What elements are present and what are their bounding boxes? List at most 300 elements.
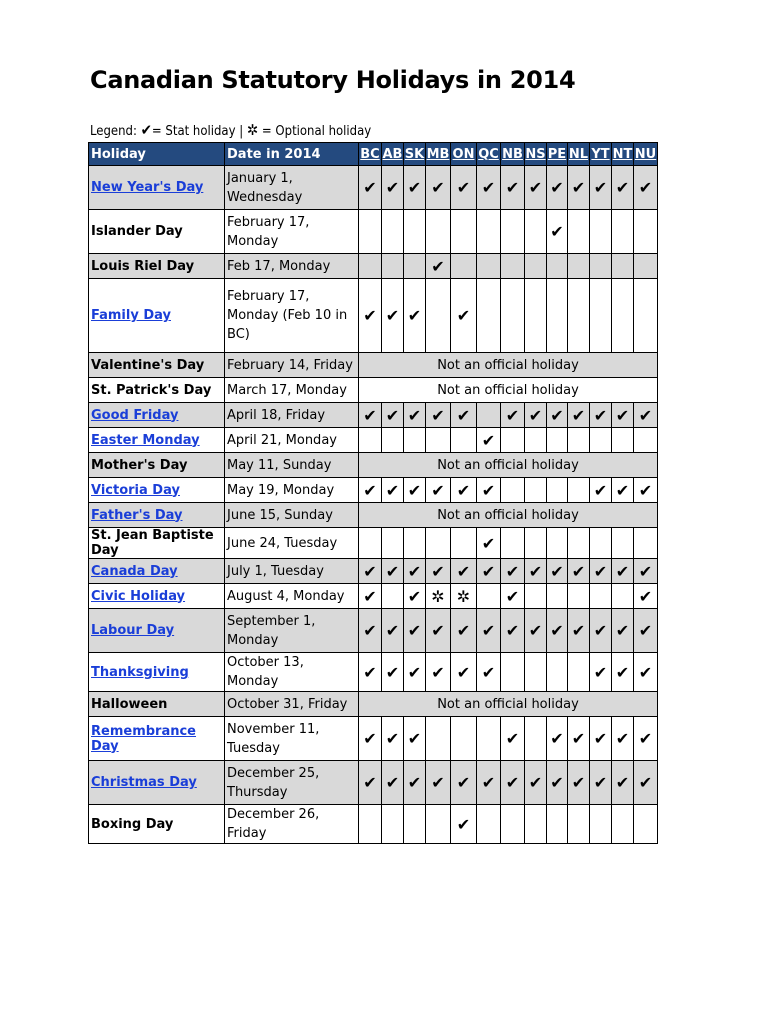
checkmark-icon: ✔ — [359, 653, 382, 692]
empty-cell-qc — [477, 403, 501, 428]
asterisk-icon: ✲ — [451, 584, 477, 609]
province-header-nu[interactable] — [634, 143, 658, 166]
empty-cell-pe — [547, 584, 568, 609]
holiday-name-cell — [89, 761, 225, 805]
province-header-pe[interactable] — [547, 143, 568, 166]
table-row — [89, 254, 658, 279]
empty-cell-bc — [359, 805, 382, 844]
empty-cell-nb — [501, 428, 525, 453]
empty-cell-nb — [501, 478, 525, 503]
empty-cell-yt — [590, 279, 612, 353]
table-row — [89, 653, 658, 692]
empty-cell-qc — [477, 210, 501, 254]
checkmark-icon: ✔ — [382, 478, 404, 503]
checkmark-icon: ✔ — [404, 478, 426, 503]
checkmark-icon: ✔ — [477, 653, 501, 692]
holiday-table — [88, 142, 658, 844]
empty-cell-mb — [426, 528, 451, 559]
empty-cell-pe — [547, 428, 568, 453]
holiday-date-cell: April 21, Monday — [225, 428, 359, 453]
empty-cell-nu — [634, 210, 658, 254]
holiday-link[interactable]: Victoria Day — [91, 482, 180, 498]
empty-cell-ns — [525, 478, 547, 503]
empty-cell-ab — [382, 210, 404, 254]
checkmark-icon: ✔ — [501, 584, 525, 609]
province-link[interactable]: NB — [502, 146, 523, 162]
empty-cell-sk — [404, 428, 426, 453]
holiday-name: Islander Day — [91, 224, 183, 239]
empty-cell-nl — [568, 279, 590, 353]
holiday-link[interactable]: Family Day — [91, 308, 171, 323]
province-link[interactable]: MB — [426, 146, 450, 162]
empty-cell-ab — [382, 428, 404, 453]
empty-cell-qc — [477, 584, 501, 609]
table-row — [89, 609, 658, 653]
empty-cell-on — [451, 528, 477, 559]
holiday-link[interactable]: Good Friday — [91, 407, 179, 423]
table-row — [89, 478, 658, 503]
checkmark-icon: ✔ — [451, 403, 477, 428]
empty-cell-sk — [404, 528, 426, 559]
holiday-name-cell — [89, 609, 225, 653]
province-link[interactable]: NS — [525, 146, 546, 162]
checkmark-icon: ✔ — [590, 609, 612, 653]
holiday-date-cell: May 11, Sunday — [225, 453, 359, 478]
holiday-date-cell: February 14, Friday — [225, 353, 359, 378]
checkmark-icon: ✔ — [382, 279, 404, 353]
checkmark-icon: ✔ — [404, 609, 426, 653]
checkmark-icon: ✔ — [426, 166, 451, 210]
table-row — [89, 378, 658, 403]
checkmark-icon: ✔ — [477, 559, 501, 584]
empty-cell-bc — [359, 428, 382, 453]
checkmark-icon: ✔ — [634, 653, 658, 692]
holiday-date-cell: December 26, Friday — [225, 805, 359, 844]
holiday-date-cell: August 4, Monday — [225, 584, 359, 609]
checkmark-icon: ✔ — [634, 761, 658, 805]
checkmark-icon: ✔ — [426, 609, 451, 653]
empty-cell-nl — [568, 428, 590, 453]
checkmark-icon: ✔ — [547, 717, 568, 761]
empty-cell-nu — [634, 528, 658, 559]
checkmark-icon: ✔ — [426, 653, 451, 692]
empty-cell-qc — [477, 805, 501, 844]
holiday-name-cell — [89, 692, 225, 717]
empty-cell-nt — [612, 428, 634, 453]
holiday-date-cell: February 17, Monday — [225, 210, 359, 254]
empty-cell-mb — [426, 805, 451, 844]
checkmark-icon: ✔ — [451, 478, 477, 503]
empty-cell-pe — [547, 478, 568, 503]
empty-cell-nl — [568, 528, 590, 559]
checkmark-icon: ✔ — [634, 166, 658, 210]
checkmark-icon: ✔ — [590, 478, 612, 503]
province-link[interactable]: YT — [591, 146, 610, 162]
checkmark-icon: ✔ — [590, 403, 612, 428]
checkmark-icon: ✔ — [426, 403, 451, 428]
checkmark-icon: ✔ — [404, 559, 426, 584]
empty-cell-on — [451, 254, 477, 279]
not-official-cell: Not an official holiday — [359, 503, 658, 528]
empty-cell-sk — [404, 805, 426, 844]
empty-cell-ns — [525, 717, 547, 761]
province-header-mb[interactable] — [426, 143, 451, 166]
empty-cell-nt — [612, 805, 634, 844]
checkmark-icon: ✔ — [501, 559, 525, 584]
holiday-date-cell: Feb 17, Monday — [225, 254, 359, 279]
checkmark-icon: ✔ — [359, 609, 382, 653]
holiday-name-cell — [89, 166, 225, 210]
checkmark-icon: ✔ — [612, 609, 634, 653]
table-row — [89, 428, 658, 453]
empty-cell-ns — [525, 528, 547, 559]
checkmark-icon: ✔ — [451, 761, 477, 805]
checkmark-icon: ✔ — [568, 166, 590, 210]
table-row — [89, 503, 658, 528]
asterisk-icon: ✲ — [426, 584, 451, 609]
holiday-name: Louis Riel Day — [91, 258, 195, 274]
table-row — [89, 453, 658, 478]
province-header-nl[interactable] — [568, 143, 590, 166]
holiday-name-cell — [89, 653, 225, 692]
empty-cell-nb — [501, 805, 525, 844]
table-row — [89, 210, 658, 254]
checkmark-icon: ✔ — [451, 559, 477, 584]
empty-cell-nl — [568, 584, 590, 609]
empty-cell-nt — [612, 279, 634, 353]
checkmark-icon: ✔ — [501, 609, 525, 653]
empty-cell-on — [451, 717, 477, 761]
checkmark-icon: ✔ — [568, 403, 590, 428]
holiday-name-cell — [89, 428, 225, 453]
holiday-name: Boxing Day — [91, 816, 174, 832]
empty-cell-nl — [568, 254, 590, 279]
province-link[interactable]: QC — [478, 146, 499, 162]
checkmark-icon: ✔ — [568, 761, 590, 805]
holiday-name-cell — [89, 528, 225, 559]
holiday-date-cell: May 19, Monday — [225, 478, 359, 503]
holiday-name-cell — [89, 503, 225, 528]
empty-cell-yt — [590, 528, 612, 559]
asterisk-icon: ✲ — [246, 121, 259, 139]
checkmark-icon: ✔ — [501, 403, 525, 428]
checkmark-icon: ✔ — [404, 761, 426, 805]
province-link[interactable]: SK — [404, 146, 425, 162]
holiday-date-cell: October 31, Friday — [225, 692, 359, 717]
checkmark-icon: ✔ — [590, 559, 612, 584]
empty-cell-nu — [634, 805, 658, 844]
legend-separator: | — [239, 124, 244, 139]
province-link[interactable]: PE — [547, 146, 567, 162]
holiday-name: St. Jean Baptiste Day — [91, 528, 214, 558]
empty-cell-nt — [612, 584, 634, 609]
empty-cell-bc — [359, 210, 382, 254]
empty-cell-ab — [382, 528, 404, 559]
empty-cell-nb — [501, 210, 525, 254]
holiday-link[interactable]: Father's Day — [91, 507, 183, 523]
empty-cell-ns — [525, 254, 547, 279]
checkmark-icon: ✔ — [451, 653, 477, 692]
empty-cell-nl — [568, 653, 590, 692]
holiday-date-cell: December 25, Thursday — [225, 761, 359, 805]
empty-cell-nt — [612, 528, 634, 559]
checkmark-icon: ✔ — [426, 559, 451, 584]
checkmark-icon: ✔ — [477, 428, 501, 453]
checkmark-icon: ✔ — [477, 761, 501, 805]
legend-optional-text: = Optional holiday — [261, 124, 372, 139]
holiday-date-cell: June 24, Tuesday — [225, 528, 359, 559]
checkmark-icon: ✔ — [359, 717, 382, 761]
holiday-link[interactable]: Christmas Day — [91, 775, 197, 790]
checkmark-icon: ✔ — [451, 166, 477, 210]
checkmark-icon: ✔ — [568, 609, 590, 653]
checkmark-icon: ✔ — [382, 717, 404, 761]
table-row — [89, 353, 658, 378]
table-row — [89, 528, 658, 559]
checkmark-icon: ✔ — [404, 166, 426, 210]
holiday-link[interactable]: Thanksgiving — [91, 664, 189, 680]
empty-cell-ns — [525, 428, 547, 453]
holiday-date-cell: April 18, Friday — [225, 403, 359, 428]
empty-cell-pe — [547, 279, 568, 353]
holiday-name: Halloween — [91, 696, 168, 712]
checkmark-icon: ✔ — [525, 559, 547, 584]
holiday-date-cell: October 13, Monday — [225, 653, 359, 692]
province-link[interactable]: NL — [568, 146, 589, 162]
holiday-name: Valentine's Day — [91, 357, 205, 373]
empty-cell-ab — [382, 584, 404, 609]
checkmark-icon: ✔ — [525, 166, 547, 210]
checkmark-icon: ✔ — [451, 609, 477, 653]
checkmark-icon: ✔ — [612, 559, 634, 584]
empty-cell-mb — [426, 279, 451, 353]
empty-cell-on — [451, 210, 477, 254]
empty-cell-pe — [547, 653, 568, 692]
checkmark-icon: ✔ — [477, 478, 501, 503]
holiday-link[interactable]: Canada Day — [91, 563, 178, 579]
page-title: Canadian Statutory Holidays in 2014 — [90, 66, 576, 94]
checkmark-icon: ✔ — [634, 478, 658, 503]
holiday-date-cell: July 1, Tuesday — [225, 559, 359, 584]
holiday-column-header: Holiday — [89, 143, 225, 166]
holiday-name-cell — [89, 378, 225, 403]
holiday-name-cell — [89, 210, 225, 254]
checkmark-icon: ✔ — [612, 761, 634, 805]
empty-cell-ns — [525, 210, 547, 254]
empty-cell-pe — [547, 254, 568, 279]
checkmark-icon: ✔ — [634, 403, 658, 428]
checkmark-icon: ✔ — [426, 478, 451, 503]
holiday-name-cell — [89, 559, 225, 584]
province-header-sk[interactable] — [404, 143, 426, 166]
empty-cell-yt — [590, 428, 612, 453]
checkmark-icon: ✔ — [140, 121, 152, 139]
holiday-date-cell: January 1, Wednesday — [225, 166, 359, 210]
table-row — [89, 559, 658, 584]
province-link[interactable]: AB — [382, 146, 403, 162]
not-official-cell: Not an official holiday — [359, 692, 658, 717]
checkmark-icon: ✔ — [547, 761, 568, 805]
checkmark-icon: ✔ — [590, 653, 612, 692]
province-header-nb[interactable] — [501, 143, 525, 166]
empty-cell-nl — [568, 805, 590, 844]
province-link[interactable]: BC — [360, 146, 380, 162]
empty-cell-bc — [359, 528, 382, 559]
checkmark-icon: ✔ — [382, 559, 404, 584]
date-column-header: Date in 2014 — [225, 143, 359, 166]
checkmark-icon: ✔ — [547, 609, 568, 653]
checkmark-icon: ✔ — [501, 761, 525, 805]
table-row — [89, 717, 658, 761]
holiday-name-cell — [89, 453, 225, 478]
empty-cell-nb — [501, 279, 525, 353]
holiday-link[interactable]: Remembrance Day — [91, 723, 197, 754]
holiday-link[interactable]: Labour Day — [91, 623, 175, 638]
checkmark-icon: ✔ — [634, 559, 658, 584]
empty-cell-nl — [568, 478, 590, 503]
holiday-name-cell — [89, 717, 225, 761]
province-header-on[interactable] — [451, 143, 477, 166]
checkmark-icon: ✔ — [382, 653, 404, 692]
checkmark-icon: ✔ — [547, 166, 568, 210]
checkmark-icon: ✔ — [634, 609, 658, 653]
empty-cell-ab — [382, 805, 404, 844]
empty-cell-yt — [590, 210, 612, 254]
holiday-link[interactable]: New Year's Day — [91, 180, 204, 195]
empty-cell-pe — [547, 805, 568, 844]
checkmark-icon: ✔ — [404, 279, 426, 353]
checkmark-icon: ✔ — [359, 559, 382, 584]
not-official-cell: Not an official holiday — [359, 353, 658, 378]
legend-label: Legend: — [90, 124, 137, 139]
empty-cell-nl — [568, 210, 590, 254]
checkmark-icon: ✔ — [612, 478, 634, 503]
province-header-ns[interactable] — [525, 143, 547, 166]
checkmark-icon: ✔ — [359, 584, 382, 609]
province-link[interactable]: ON — [452, 146, 475, 162]
empty-cell-nb — [501, 254, 525, 279]
checkmark-icon: ✔ — [382, 609, 404, 653]
checkmark-icon: ✔ — [612, 717, 634, 761]
holiday-date-cell: November 11, Tuesday — [225, 717, 359, 761]
province-header-yt[interactable] — [590, 143, 612, 166]
checkmark-icon: ✔ — [568, 559, 590, 584]
province-header-qc[interactable] — [477, 143, 501, 166]
checkmark-icon: ✔ — [382, 761, 404, 805]
checkmark-icon: ✔ — [404, 403, 426, 428]
empty-cell-nu — [634, 279, 658, 353]
table-header-row — [89, 143, 658, 166]
checkmark-icon: ✔ — [404, 653, 426, 692]
table-row — [89, 761, 658, 805]
empty-cell-pe — [547, 528, 568, 559]
empty-cell-sk — [404, 254, 426, 279]
holiday-link[interactable]: Civic Holiday — [91, 588, 186, 604]
checkmark-icon: ✔ — [634, 584, 658, 609]
checkmark-icon: ✔ — [359, 403, 382, 428]
empty-cell-mb — [426, 717, 451, 761]
holiday-name: St. Patrick's Day — [91, 382, 212, 398]
province-header-nt[interactable] — [612, 143, 634, 166]
empty-cell-mb — [426, 210, 451, 254]
checkmark-icon: ✔ — [426, 761, 451, 805]
empty-cell-nu — [634, 254, 658, 279]
holiday-link[interactable]: Easter Monday — [91, 432, 200, 448]
table-row — [89, 692, 658, 717]
empty-cell-ns — [525, 279, 547, 353]
table-row — [89, 279, 658, 353]
checkmark-icon: ✔ — [547, 210, 568, 254]
checkmark-icon: ✔ — [359, 166, 382, 210]
empty-cell-yt — [590, 584, 612, 609]
empty-cell-bc — [359, 254, 382, 279]
checkmark-icon: ✔ — [525, 761, 547, 805]
empty-cell-nb — [501, 528, 525, 559]
empty-cell-nt — [612, 210, 634, 254]
not-official-cell: Not an official holiday — [359, 378, 658, 403]
empty-cell-ns — [525, 584, 547, 609]
empty-cell-nu — [634, 428, 658, 453]
province-link[interactable]: NT — [612, 146, 633, 162]
holiday-name-cell — [89, 478, 225, 503]
checkmark-icon: ✔ — [426, 254, 451, 279]
checkmark-icon: ✔ — [501, 717, 525, 761]
checkmark-icon: ✔ — [525, 403, 547, 428]
not-official-cell: Not an official holiday — [359, 453, 658, 478]
empty-cell-on — [451, 428, 477, 453]
legend — [90, 121, 371, 139]
table-row — [89, 805, 658, 844]
checkmark-icon: ✔ — [477, 528, 501, 559]
checkmark-icon: ✔ — [525, 609, 547, 653]
province-header-ab[interactable] — [382, 143, 404, 166]
checkmark-icon: ✔ — [590, 717, 612, 761]
table-row — [89, 584, 658, 609]
checkmark-icon: ✔ — [404, 717, 426, 761]
holiday-date-cell: September 1, Monday — [225, 609, 359, 653]
checkmark-icon: ✔ — [590, 761, 612, 805]
empty-cell-nb — [501, 653, 525, 692]
checkmark-icon: ✔ — [404, 584, 426, 609]
empty-cell-nt — [612, 254, 634, 279]
checkmark-icon: ✔ — [612, 653, 634, 692]
checkmark-icon: ✔ — [451, 279, 477, 353]
empty-cell-ns — [525, 805, 547, 844]
holiday-name-cell — [89, 353, 225, 378]
empty-cell-mb — [426, 428, 451, 453]
empty-cell-qc — [477, 717, 501, 761]
checkmark-icon: ✔ — [477, 609, 501, 653]
holiday-name-cell — [89, 254, 225, 279]
province-header-bc[interactable] — [359, 143, 382, 166]
empty-cell-qc — [477, 254, 501, 279]
checkmark-icon: ✔ — [612, 166, 634, 210]
empty-cell-qc — [477, 279, 501, 353]
holiday-date-cell: March 17, Monday — [225, 378, 359, 403]
checkmark-icon: ✔ — [359, 478, 382, 503]
empty-cell-ab — [382, 254, 404, 279]
checkmark-icon: ✔ — [547, 403, 568, 428]
holiday-name: Mother's Day — [91, 457, 188, 473]
checkmark-icon: ✔ — [612, 403, 634, 428]
legend-stat-text: = Stat holiday — [151, 124, 236, 139]
province-link[interactable]: NU — [634, 146, 657, 162]
empty-cell-yt — [590, 254, 612, 279]
empty-cell-yt — [590, 805, 612, 844]
checkmark-icon: ✔ — [634, 717, 658, 761]
checkmark-icon: ✔ — [451, 805, 477, 844]
empty-cell-sk — [404, 210, 426, 254]
